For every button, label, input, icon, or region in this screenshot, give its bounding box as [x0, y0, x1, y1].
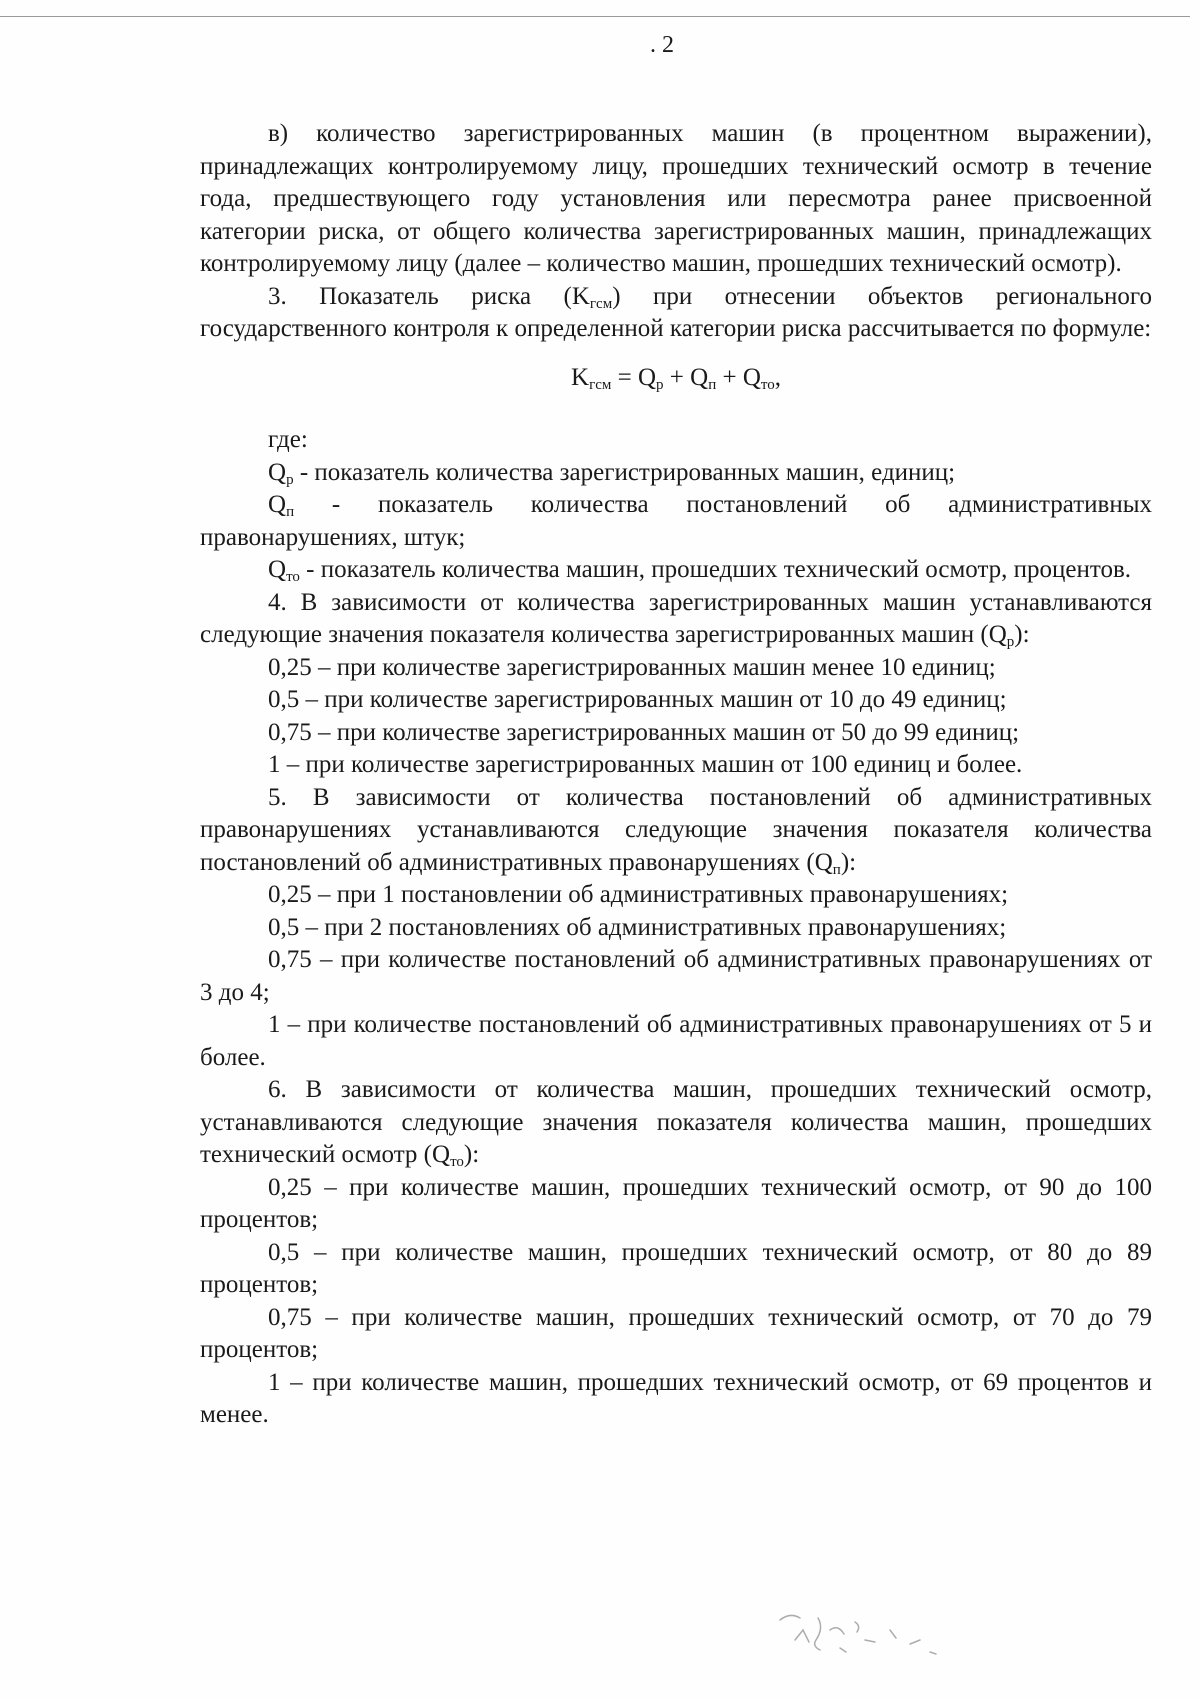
definition-qn [200, 489, 1152, 554]
paragraph-3-after: ) при отнесении объектов регионального государственного контроля к определенной категории риска рассчитывается по формуле: [200, 282, 1153, 342]
paragraph-6 [200, 1074, 1152, 1172]
formula-qto-sub: то [760, 376, 775, 393]
paragraph-4-text: 4. В зависимости от количества зарегистрированных машин устанавливаются следующие значения показателя количества зарегистрированных машин (Q [200, 588, 1152, 648]
p4-item: 0,25 – при количестве зарегистрированных машин менее 10 единиц; [268, 653, 996, 681]
paragraph-6-sub: то [450, 1154, 464, 1170]
formula-qp-sub: р [656, 376, 664, 393]
faint-stamp-mark [770, 1600, 950, 1670]
def-qto-q: Q [268, 556, 287, 583]
paragraph-4-sub: р [1006, 634, 1015, 650]
p6-item: 0,75 – при количестве машин, прошедших технический осмотр, от 70 до 79 процентов; [200, 1303, 1152, 1363]
k-subscript: гсм [589, 295, 613, 312]
formula-end: , [774, 363, 781, 391]
formula-k: K [571, 363, 590, 391]
paragraph-5 [200, 782, 1152, 880]
paragraph-4 [200, 587, 1152, 652]
p6-item: 1 – при количестве машин, прошедших технический осмотр, от 69 процентов и менее. [200, 1368, 1152, 1428]
p4-item: 1 – при количестве зарегистрированных машин от 100 единиц и более. [268, 751, 1023, 778]
p5-item: 1 – при количестве постановлений об административных правонарушениях от 5 и более. [200, 1011, 1152, 1071]
p5-item: 0,25 – при 1 постановлении об административных правонарушениях; [268, 881, 1009, 908]
paragraph-6-end: ): [463, 1141, 480, 1168]
def-qn-sub: п [286, 504, 295, 520]
formula-k-sub: гсм [589, 376, 612, 393]
paragraph-5-end: ): [840, 848, 857, 876]
p6-item: 0,5 – при количестве машин, прошедших технический осмотр, от 80 до 89 процентов; [200, 1238, 1152, 1298]
scan-edge-line [0, 16, 1190, 17]
formula-plus-1: + Q [663, 363, 709, 391]
formula-eq: = Q [611, 363, 657, 391]
paragraph-3 [200, 281, 1152, 346]
p4-item: 0,75 – при количестве зарегистрированных машин от 50 до 99 единиц; [268, 718, 1020, 746]
paragraph-6-text: 6. В зависимости от количества машин, прошедших технический осмотр, устанавливаются следующие значения показателя количества машин, прошедших технический осмотр (Q [200, 1076, 1152, 1168]
p5-item: 0,75 – при количестве постановлений об административных правонарушениях от 3 до 4; [200, 946, 1152, 1006]
def-qto-text: - показатель количества машин, прошедших технический осмотр, процентов. [299, 556, 1132, 583]
p6-item: 0,25 – при количестве машин, прошедших технический осмотр, от 90 до 100 процентов; [200, 1173, 1152, 1233]
def-qp-sub: р [286, 471, 294, 488]
def-qp-text: - показатель количества зарегистрированных машин, единиц; [293, 458, 956, 486]
where-label: где: [268, 426, 308, 453]
risk-formula [200, 362, 1152, 395]
paragraph-5-sub: п [832, 861, 841, 878]
paragraph-v: в) количество зарегистрированных машин (в процентном выражении), принадлежащих контролируемому лицу, прошедших технический осмотр в течение года, предшествующего году установления или пересмотра ранее присвоенной категории риска, от общего количества зарегистрированных машин, принадлежащих контролируемому лицу (далее – количество машин, прошедших технический осмотр). [200, 120, 1152, 277]
def-qn-q: Q [268, 491, 287, 518]
paragraph-3-before: 3. Показатель риска (K [268, 282, 590, 310]
formula-plus-2: + Q [716, 363, 761, 391]
def-qn-text: - показатель количества постановлений об административных правонарушениях, штук; [200, 491, 1152, 551]
p5-item: 0,5 – при 2 постановлениях об административных правонарушениях; [268, 913, 1007, 941]
formula-qn-sub: п [708, 376, 717, 393]
definition-qp [200, 457, 1152, 490]
definition-qto [200, 554, 1152, 587]
paragraph-4-end: ): [1014, 621, 1030, 648]
document-body [200, 118, 1152, 1432]
def-qp-q: Q [268, 458, 287, 486]
page-number: . 2 [650, 32, 674, 58]
def-qto-sub: то [286, 569, 300, 585]
paragraph-5-text: 5. В зависимости от количества постановлений об административных правонарушениях устанавливаются следующие значения показателя количества постановлений об административных правонарушениях (Q [200, 783, 1152, 876]
p4-item: 0,5 – при количестве зарегистрированных машин от 10 до 49 единиц; [268, 686, 1007, 713]
